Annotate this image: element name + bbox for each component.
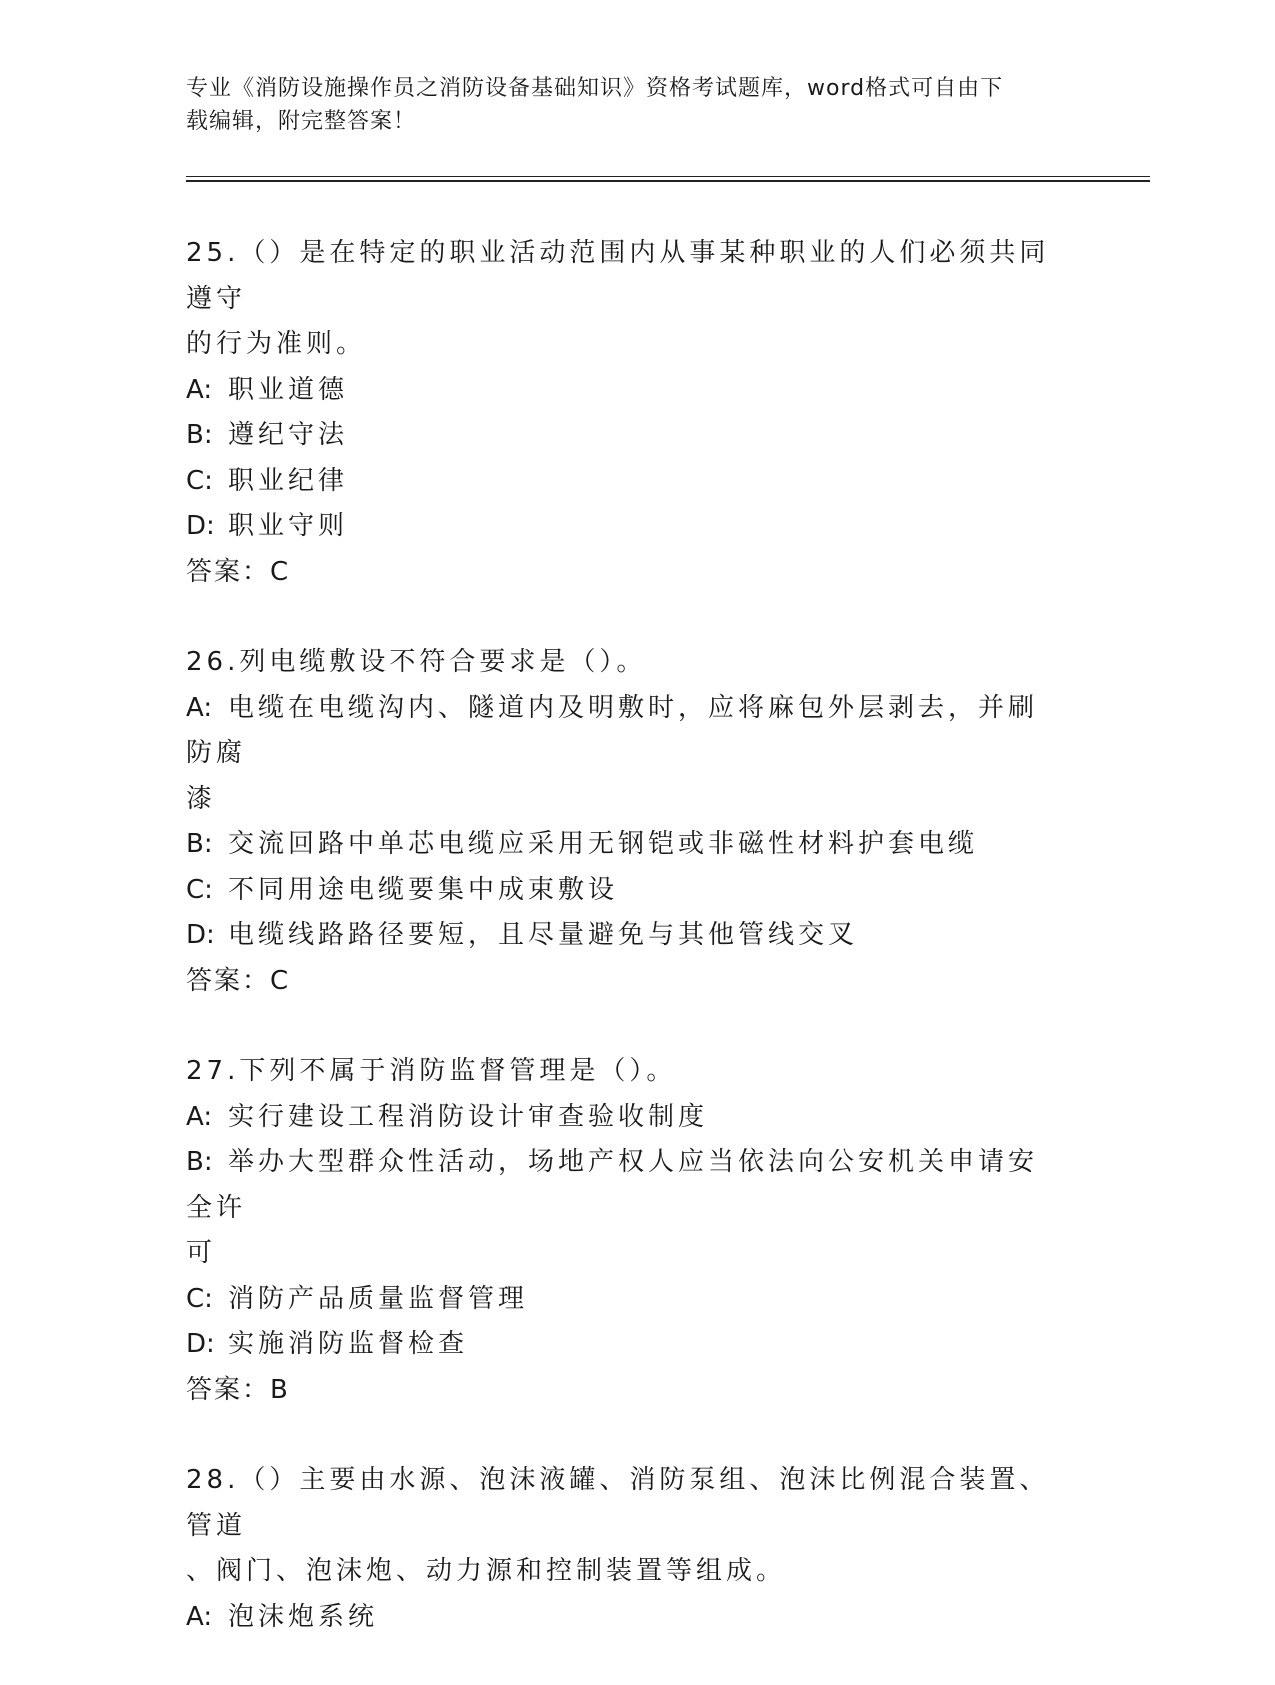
answer-line (186, 550, 1066, 596)
answer-label: 答案： (186, 965, 271, 996)
option-letter: D: (186, 920, 215, 950)
option-text: 职业守则 (228, 511, 349, 541)
answer-line (186, 1368, 1066, 1414)
option-letter: C: (186, 465, 213, 496)
option-letter: C: (186, 874, 213, 905)
option-text: 泡沫炮系统 (228, 1601, 379, 1632)
option-b (186, 822, 1066, 868)
question-text-line: 26.列电缆敷设不符合要求是（）。 (186, 647, 647, 677)
option-letter: A: (186, 1601, 213, 1632)
option-c (186, 1277, 1066, 1323)
option-letter: B: (186, 1147, 213, 1177)
option-b (186, 413, 1066, 459)
answer-label: 答案： (186, 1374, 271, 1405)
header-line-2: 载编辑，附完整答案！ (186, 109, 417, 134)
option-letter: A: (186, 692, 213, 723)
option-text: 举办大型群众性活动，场地产权人应当依法向公安机关申请安全许 (186, 1147, 1039, 1223)
document-header (186, 72, 1066, 138)
option-letter: D: (186, 1329, 215, 1359)
question-list (186, 231, 1066, 1685)
question-text-line: 、阀门、泡沫炮、动力源和控制装置等组成。 (186, 1556, 787, 1586)
header-divider-thin (186, 176, 1150, 177)
answer-value: C (270, 965, 289, 996)
question-text-line: 的行为准则。 (186, 329, 367, 359)
option-letter: C: (186, 1283, 213, 1314)
question-text-line: 25.（）是在特定的职业活动范围内从事某种职业的人们必须共同遵守 (186, 238, 1050, 314)
option-text: 电缆在电缆沟内、隧道内及明敷时，应将麻包外层剥去，并刷防腐 (186, 692, 1039, 768)
option-a (186, 686, 1066, 777)
option-letter: D: (186, 511, 215, 541)
option-text: 职业纪律 (228, 465, 349, 496)
header-divider-thick (186, 180, 1150, 182)
option-text: 实行建设工程消防设计审查验收制度 (228, 1101, 709, 1132)
answer-value: C (270, 556, 289, 587)
option-a (186, 368, 1066, 414)
question-text-line: 28.（）主要由水源、泡沫液罐、消防泵组、泡沫比例混合装置、管道 (186, 1465, 1050, 1541)
option-d (186, 1322, 1066, 1368)
option-d (186, 913, 1066, 959)
option-text: 遵纪守法 (228, 420, 349, 450)
option-d (186, 504, 1066, 550)
option-letter: B: (186, 420, 213, 450)
option-b-continuation: 可 (186, 1238, 217, 1268)
option-c (186, 868, 1066, 914)
option-text: 职业道德 (228, 374, 349, 405)
option-c (186, 459, 1066, 505)
question-26 (186, 640, 1066, 1004)
option-a (186, 1595, 1066, 1641)
header-line-1: 专业《消防设施操作员之消防设备基础知识》资格考试题库，word格式可自由下 (186, 76, 1004, 101)
question-28 (186, 1458, 1066, 1640)
answer-line (186, 959, 1066, 1005)
option-letter: A: (186, 374, 213, 405)
option-text: 消防产品质量监督管理 (228, 1283, 529, 1314)
option-text: 电缆线路路径要短，且尽量避免与其他管线交叉 (228, 920, 859, 950)
question-text-line: 27.下列不属于消防监督管理是（）。 (186, 1056, 677, 1086)
option-letter: A: (186, 1101, 213, 1132)
option-a (186, 1095, 1066, 1141)
option-letter: B: (186, 829, 213, 859)
answer-label: 答案： (186, 556, 271, 587)
question-27 (186, 1049, 1066, 1413)
question-25 (186, 231, 1066, 595)
option-text: 交流回路中单芯电缆应采用无钢铠或非磁性材料护套电缆 (228, 829, 979, 859)
option-b (186, 1140, 1066, 1231)
option-text: 实施消防监督检查 (228, 1329, 469, 1359)
option-text: 不同用途电缆要集中成束敷设 (228, 874, 619, 905)
answer-value: B (270, 1374, 288, 1405)
option-a-continuation: 漆 (186, 783, 217, 814)
